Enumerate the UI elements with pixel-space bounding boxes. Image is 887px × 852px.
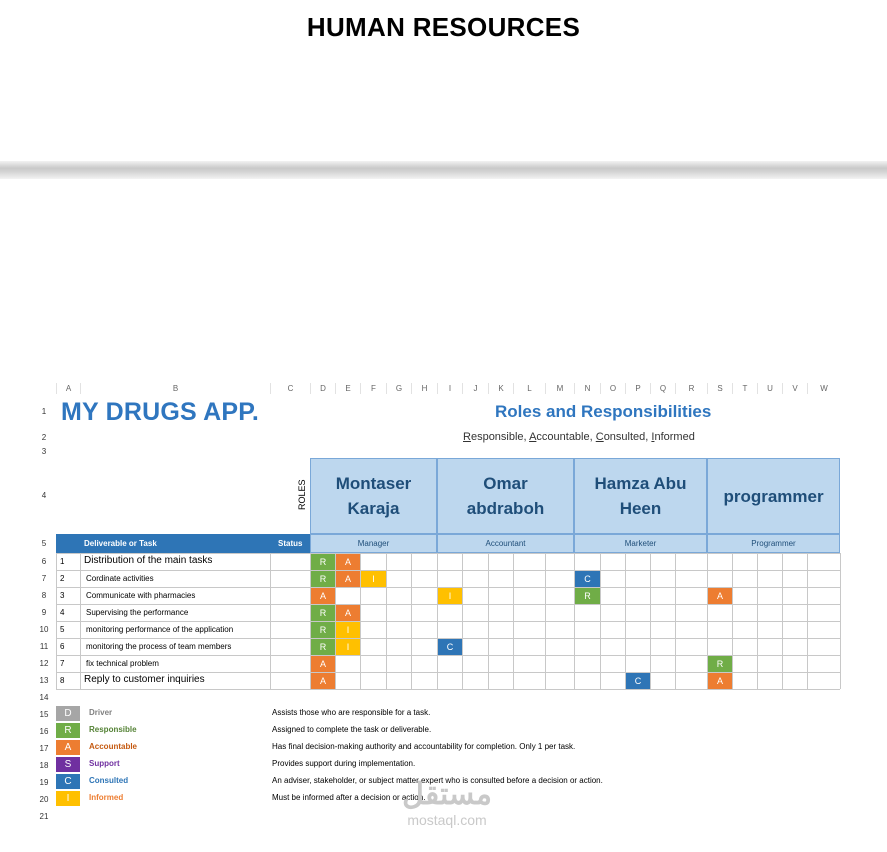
column-header-b[interactable]: B (80, 383, 270, 394)
watermark-arabic: مستقل (402, 778, 492, 811)
column-header-l[interactable]: L (513, 383, 545, 394)
row-number-18[interactable]: 18 (39, 760, 49, 770)
grid-col-line (840, 553, 841, 689)
raci-cell-a[interactable]: A (336, 571, 360, 587)
legend-item (56, 757, 656, 773)
column-header-c[interactable]: C (270, 383, 310, 394)
legend-name: Informed (89, 793, 124, 802)
legend-name: Support (89, 759, 120, 768)
person-name: Omar abdraboh (437, 458, 574, 534)
app-title: MY DRUGS APP. (61, 398, 260, 426)
column-header-d[interactable]: D (310, 383, 335, 394)
watermark-latin: mostaql.com (407, 812, 487, 828)
raci-cell-r[interactable]: R (311, 639, 335, 655)
task-number: 2 (60, 574, 65, 583)
table-row[interactable] (56, 553, 840, 570)
row-number-8[interactable]: 8 (41, 590, 47, 600)
watermark (382, 778, 512, 828)
legend-description: Provides support during implementation. (272, 759, 416, 768)
subtitle-initial: R (463, 431, 471, 443)
raci-cell-c[interactable]: C (626, 673, 650, 689)
row-number-9[interactable]: 9 (41, 607, 47, 617)
legend-key: R (56, 723, 80, 738)
raci-cell-i[interactable]: I (336, 639, 360, 655)
column-header-v[interactable]: V (782, 383, 807, 394)
raci-cell-c[interactable]: C (438, 639, 462, 655)
column-header-e[interactable]: E (335, 383, 360, 394)
row-number-2[interactable]: 2 (41, 433, 47, 442)
column-header-g[interactable]: G (386, 383, 411, 394)
row-number-21[interactable]: 21 (39, 811, 49, 821)
row-number-7[interactable]: 7 (41, 573, 47, 583)
legend-key: I (56, 791, 80, 806)
row-number-15[interactable]: 15 (39, 709, 49, 719)
task-number: 4 (60, 608, 65, 617)
person-role: Programmer (707, 534, 840, 553)
task-number: 7 (60, 659, 65, 668)
column-header-m[interactable]: M (545, 383, 574, 394)
row-number-10[interactable]: 10 (39, 624, 49, 634)
raci-cell-r[interactable]: R (708, 656, 732, 672)
raci-cell-i[interactable]: I (336, 622, 360, 638)
raci-cell-a[interactable]: A (311, 588, 335, 604)
legend-name: Driver (89, 708, 113, 717)
legend-description: Assists those who are responsible for a task. (272, 708, 431, 717)
subtitle-initial: A (529, 431, 537, 443)
subtitle-initial: C (595, 431, 604, 443)
column-header-o[interactable]: O (600, 383, 625, 394)
column-header-u[interactable]: U (757, 383, 782, 394)
roles-label: ROLES (297, 479, 307, 510)
column-header-h[interactable]: H (411, 383, 437, 394)
table-row[interactable] (56, 570, 840, 587)
legend-key: S (56, 757, 80, 772)
column-header-p[interactable]: P (625, 383, 650, 394)
person-role: Accountant (437, 534, 574, 553)
column-header-f[interactable]: F (360, 383, 386, 394)
row-number-4[interactable]: 4 (41, 491, 47, 500)
task-name: Supervising the performance (86, 608, 189, 617)
raci-cell-a[interactable]: A (708, 673, 732, 689)
legend-item (56, 791, 656, 807)
table-row[interactable] (56, 621, 840, 638)
raci-cell-r[interactable]: R (311, 605, 335, 621)
raci-cell-i[interactable]: I (361, 571, 386, 587)
legend-name: Responsible (89, 725, 137, 734)
row-number-1[interactable]: 1 (41, 407, 47, 416)
task-name: monitoring the process of team members (86, 642, 232, 651)
task-name: monitoring performance of the application (86, 625, 234, 634)
task-number: 3 (60, 591, 65, 600)
person-name: programmer (707, 458, 840, 534)
legend-name: Consulted (89, 776, 129, 785)
task-number: 8 (60, 676, 65, 685)
row-number-16[interactable]: 16 (39, 726, 49, 736)
task-header-label: Deliverable or Task (84, 539, 157, 548)
raci-cell-r[interactable]: R (311, 554, 335, 570)
task-name: Reply to customer inquiries (84, 674, 205, 685)
raci-cell-r[interactable]: R (311, 571, 335, 587)
raci-cell-a[interactable]: A (336, 554, 360, 570)
row-number-6[interactable]: 6 (41, 556, 47, 566)
legend-description: Assigned to complete the task or deliverable. (272, 725, 432, 734)
section-divider (0, 161, 887, 179)
person-name: Montaser Karaja (310, 458, 437, 534)
row-number-3[interactable]: 3 (41, 447, 47, 456)
person-name: Hamza Abu Heen (574, 458, 707, 534)
roles-title: Roles and Responsibilities (495, 402, 712, 421)
row-number-20[interactable]: 20 (39, 794, 49, 804)
legend-item (56, 740, 656, 756)
subtitle-initial: I (651, 431, 655, 443)
column-header-a[interactable]: A (56, 383, 80, 394)
raci-cell-a[interactable]: A (311, 656, 335, 672)
raci-cell-c[interactable]: C (575, 571, 600, 587)
legend-key: D (56, 706, 80, 721)
legend-description: Has final decision-making authority and accountability for completion. Only 1 per task. (272, 742, 576, 751)
column-header-t[interactable]: T (732, 383, 757, 394)
page-title: HUMAN RESOURCES (306, 12, 581, 42)
legend-description: An adviser, stakeholder, or subject matter expert who is consulted before a decision or action. (272, 776, 603, 785)
task-number: 5 (60, 625, 65, 634)
row-number-19[interactable]: 19 (39, 777, 49, 787)
raci-cell-r[interactable]: R (575, 588, 600, 604)
column-header-j[interactable]: J (462, 383, 488, 394)
task-number: 6 (60, 642, 65, 651)
row-number-13[interactable]: 13 (39, 675, 49, 685)
legend-key: C (56, 774, 80, 789)
column-header-s[interactable]: S (707, 383, 732, 394)
task-name: Distribution of the main tasks (84, 555, 213, 566)
row-number-11[interactable]: 11 (39, 641, 49, 651)
grid-row-line (56, 689, 840, 690)
status-header-label: Status (278, 539, 303, 548)
legend-name: Accountable (89, 742, 138, 751)
table-row[interactable] (56, 604, 840, 621)
task-name: Cordinate activities (86, 574, 154, 583)
legend-key: A (56, 740, 80, 755)
column-header-w[interactable]: W (807, 383, 840, 394)
legend-item (56, 774, 656, 790)
column-header-r[interactable]: R (675, 383, 707, 394)
legend-item (56, 723, 656, 739)
row-number-12[interactable]: 12 (39, 658, 49, 668)
row-number-5[interactable]: 5 (41, 538, 47, 548)
column-header-n[interactable]: N (574, 383, 600, 394)
raci-cell-r[interactable]: R (311, 622, 335, 638)
task-name: fix technical problem (86, 659, 159, 668)
roles-subtitle: Responsible, Accountable, Consulted, Informed (463, 431, 695, 443)
person-role: Marketer (574, 534, 707, 553)
person-role: Manager (310, 534, 437, 553)
column-header-q[interactable]: Q (650, 383, 675, 394)
raci-cell-a[interactable]: A (708, 588, 732, 604)
row-number-14[interactable]: 14 (39, 692, 49, 702)
raci-cell-i[interactable]: I (438, 588, 462, 604)
task-header-bar (56, 534, 310, 553)
raci-cell-a[interactable]: A (311, 673, 335, 689)
legend-description: Must be informed after a decision or action. (272, 793, 426, 802)
row-number-17[interactable]: 17 (39, 743, 49, 753)
legend-item (56, 706, 656, 722)
column-header-i[interactable]: I (437, 383, 462, 394)
task-name: Communicate with pharmacies (86, 591, 196, 600)
raci-cell-a[interactable]: A (336, 605, 360, 621)
task-number: 1 (60, 557, 65, 566)
column-header-k[interactable]: K (488, 383, 513, 394)
